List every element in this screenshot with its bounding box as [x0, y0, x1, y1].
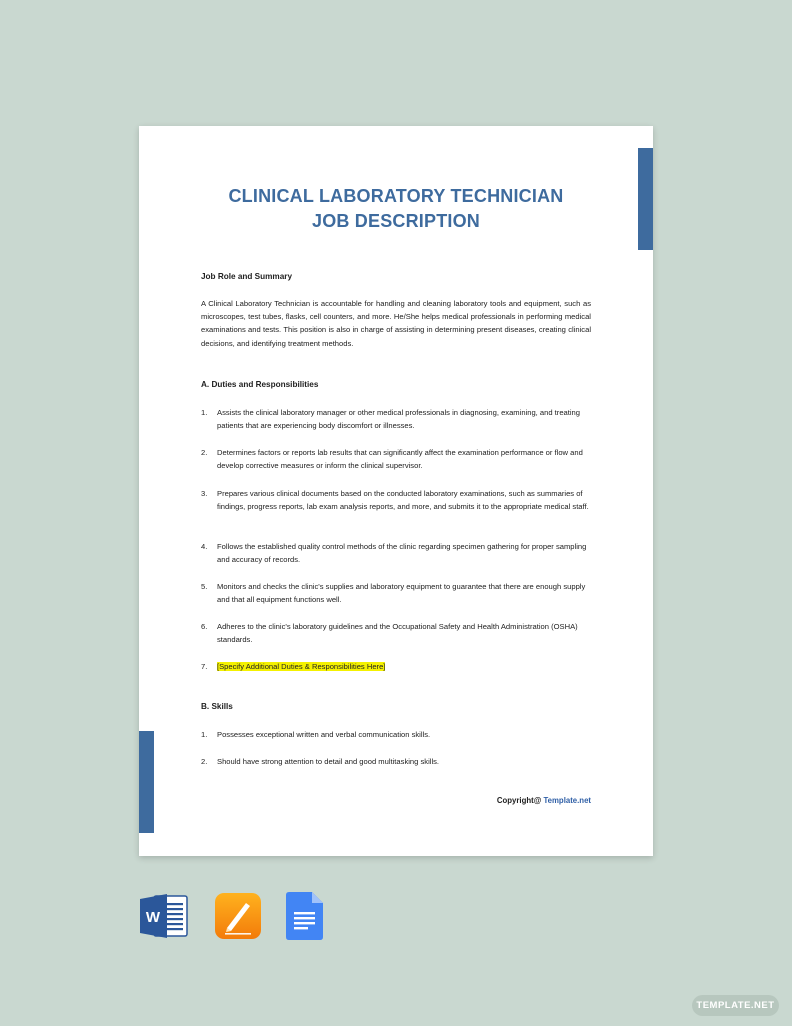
list-item [201, 755, 593, 768]
list-item [201, 660, 593, 673]
list-item [201, 620, 593, 646]
summary-text: A Clinical Laboratory Technician is accountable for handling and cleaning laboratory tools and equipment, such as microscopes, test tubes, flasks, cell counters, and more. He/She helps medical professionals in performing medical examinations and tests. This position is also in charge of assisting in determining present diseases, creating clinical decisions, and identifying treatment methods. [201, 299, 591, 348]
list-text: Adheres to the clinic's laboratory guidelines and the Occupational Safety and Health Administration (OSHA) standards. [217, 622, 578, 645]
title-line-1: CLINICAL LABORATORY TECHNICIAN [228, 186, 564, 206]
placeholder-highlight: [Specify Additional Duties & Responsibilities Here] [217, 662, 386, 671]
list-number: 2. [201, 448, 208, 457]
list-number: 3. [201, 489, 208, 498]
list-text: Determines factors or reports lab results that can significantly affect the examination performance or flow and develop corrective measures or inform the clinical supervisor. [217, 448, 583, 471]
list-number: 6. [201, 622, 208, 631]
title-line-2: JOB DESCRIPTION [311, 211, 481, 231]
list-number: 2. [201, 757, 208, 766]
list-item [201, 487, 593, 513]
skills-heading: B. Skills [201, 702, 233, 711]
list-number: 7. [201, 662, 208, 671]
list-number: 1. [201, 730, 208, 739]
list-text: Follows the established quality control methods of the clinic regarding specimen gathering for proper sampling and accuracy of records. [217, 542, 587, 565]
accent-bar-top [638, 148, 653, 250]
list-text: Should have strong attention to detail and good multitasking skills. [217, 757, 440, 766]
svg-text:W: W [145, 909, 161, 926]
google-docs-icon[interactable] [286, 892, 323, 940]
list-item [201, 446, 593, 472]
copyright-prefix: Copyright@ [496, 796, 544, 805]
copyright-link[interactable]: Template.net [543, 796, 591, 805]
document-page [139, 126, 653, 856]
list-item [201, 580, 593, 606]
list-number: 1. [201, 408, 208, 417]
list-text: Possesses exceptional written and verbal communication skills. [217, 730, 431, 739]
list-number: 4. [201, 542, 208, 551]
copyright-line [497, 796, 591, 805]
list-text: Prepares various clinical documents based on the conducted laboratory examinations, such as summaries of findings, progress reports, lab exam analysis reports, and more, and submits it to the appropriate medical staff. [217, 489, 589, 512]
list-item [201, 540, 593, 566]
list-text: Monitors and checks the clinic's supplies and laboratory equipment to guarantee that there are enough supply and that all equipment functions well. [217, 582, 586, 605]
list-number: 5. [201, 582, 208, 591]
word-icon[interactable] [140, 893, 188, 939]
summary-heading: Job Role and Summary [201, 272, 292, 281]
list-item [201, 728, 593, 741]
list-item [201, 406, 593, 432]
accent-bar-bottom [139, 731, 154, 833]
pages-icon[interactable] [215, 893, 261, 939]
list-text: Assists the clinical laboratory manager or other medical professionals in diagnosing, examining, and treating patients that are experiencing body discomfort or illnesses. [217, 408, 581, 431]
template-net-badge[interactable]: TEMPLATE.NET [692, 995, 779, 1016]
duties-heading: A. Duties and Responsibilities [201, 380, 319, 389]
document-title [139, 184, 653, 234]
